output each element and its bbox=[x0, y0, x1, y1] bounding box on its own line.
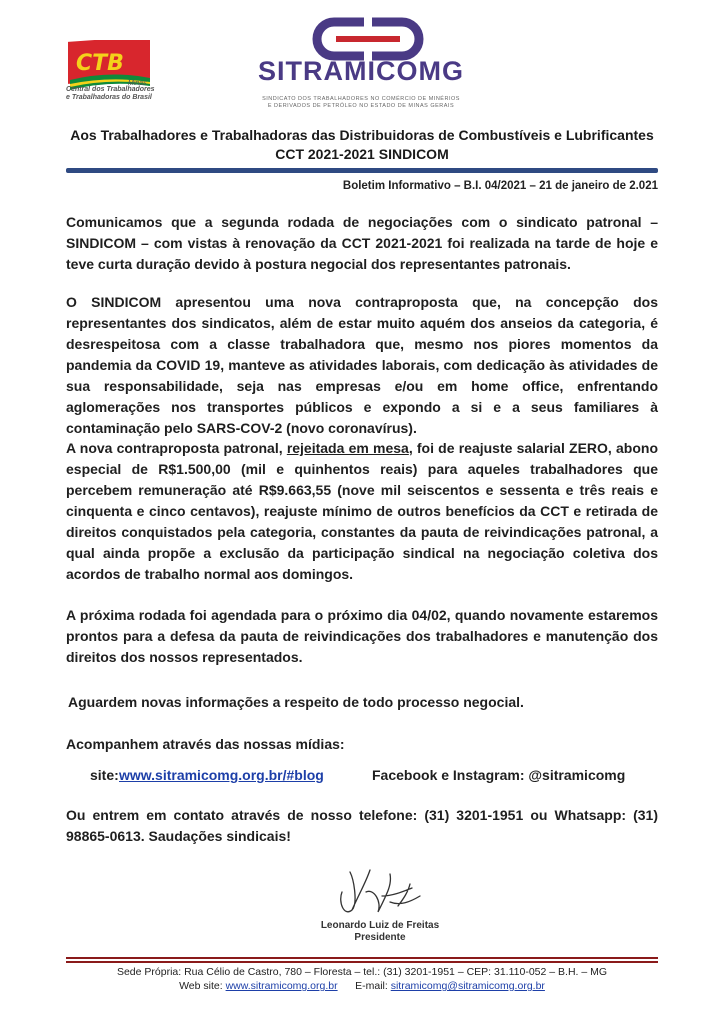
footer-email-label: E-mail: bbox=[355, 980, 388, 992]
svg-text:CTB: CTB bbox=[76, 51, 124, 76]
sitramicomg-subtitle bbox=[250, 96, 472, 110]
site-link[interactable]: www.sitramicomg.org.br/#blog bbox=[119, 767, 324, 783]
signatory-name: Leonardo Luiz de Freitas bbox=[320, 920, 440, 931]
footer-email-link[interactable]: sitramicomg@sitramicomg.org.br bbox=[390, 980, 545, 992]
ctb-subtitle-line1: Central dos Trabalhadores bbox=[66, 86, 155, 93]
sitramicomg-logo-name: SITRAMICOMG bbox=[258, 56, 464, 86]
header-divider bbox=[66, 168, 658, 173]
media-intro: Acompanhem através das nossas mídias: bbox=[66, 736, 345, 752]
site-label: site: bbox=[90, 767, 119, 783]
footer-address: Sede Própria: Rua Célio de Castro, 780 – Floresta – tel.: (31) 3201-1951 – CEP: 31.110-052 – B.H. – MG bbox=[116, 966, 608, 978]
sitramicomg-subtitle-line2: E DERIVADOS DE PETRÓLEO NO ESTADO DE MINAS GERAIS bbox=[267, 103, 455, 109]
ctb-subtitle-line2: e Trabalhadoras do Brasil bbox=[66, 94, 152, 101]
footer-divider-bottom bbox=[66, 961, 658, 963]
rejected-emphasis: rejeitada em mesa bbox=[286, 440, 409, 456]
footer-website-link[interactable]: www.sitramicomg.org.br bbox=[225, 980, 338, 992]
footer-contacts bbox=[40, 980, 684, 992]
boletim-reference: Boletim Informativo – B.I. 04/2021 – 21 de janeiro de 2.021 bbox=[342, 180, 658, 192]
paragraph-1: Comunicamos que a segunda rodada de negociações com o sindicato patronal – SINDICOM – com vistas à renovação da CCT 2021-2021 foi realizada na tarde de hoje e teve curta duração devido à postura negocial dos representantes patronais. bbox=[66, 214, 658, 272]
signatory-role: Presidente bbox=[354, 932, 406, 943]
document-subtitle: CCT 2021-2021 SINDICOM bbox=[275, 146, 449, 162]
ctb-subtitle bbox=[66, 86, 176, 102]
handwritten-signature bbox=[330, 862, 440, 924]
document-title: Aos Trabalhadores e Trabalhadoras das Distribuidoras de Combustíveis e Lubrificantes bbox=[70, 127, 654, 143]
paragraph-3-before: A nova contraproposta patronal, bbox=[66, 440, 287, 456]
paragraph-3-after: , foi de reajuste salarial ZERO, abono especial de R$1.500,00 (mil e quinhentos reais) para aqueles trabalhadores que percebem remuneração até R$9.663,55 (nove mil seiscentos e sessenta e três reais e cinquenta e cinco centavos), reajuste mínimo de outros benefícios da CCT e retirada de direitos conquistados pela categoria, constantes da pauta de reivindicações patronal, a qual ainda propõe a exclusão da participação sindical na negociação coletiva dos acordos de trabalho normal aos domingos. bbox=[66, 440, 658, 582]
contact-paragraph: Ou entrem em contato através de nosso telefone: (31) 3201-1951 ou Whatsapp: (31) 98865-0613. Saudações sindicais! bbox=[66, 807, 658, 844]
paragraph-5: Aguardem novas informações a respeito de todo processo negocial. bbox=[68, 694, 524, 710]
paragraph-4: A próxima rodada foi agendada para o próximo dia 04/02, quando novamente estaremos prontos para a defesa da pauta de reivindicações dos trabalhadores e manutenção dos direitos dos nossos representados. bbox=[66, 607, 658, 665]
sitramicomg-subtitle-line1: SINDICATO DOS TRABALHADORES NO COMÉRCIO DE MINÉRIOS bbox=[262, 96, 460, 102]
social-handle: Facebook e Instagram: @sitramicomg bbox=[372, 767, 626, 783]
ctb-region: Minas bbox=[128, 80, 147, 87]
footer-website-label: Web site: bbox=[179, 980, 223, 992]
footer-divider-top bbox=[66, 957, 658, 959]
paragraph-2: O SINDICOM apresentou uma nova contraproposta que, na concepção dos representantes dos sindicatos, além de estar muito aquém dos anseios da categoria, é desrespeitosa com a classe trabalhadora que, mesmo nos piores momentos da pandemia da COVID 19, manteve as atividades laborais, com dedicação às atividades de sua responsabilidade, seja nas empresas e/ou em home office, enfrentando aglomerações nos transportes públicos e expondo a si e a seus familiares à contaminação pelo SARS-COV-2 (novo coronavírus). bbox=[66, 294, 658, 436]
paragraph-3 bbox=[66, 438, 658, 585]
